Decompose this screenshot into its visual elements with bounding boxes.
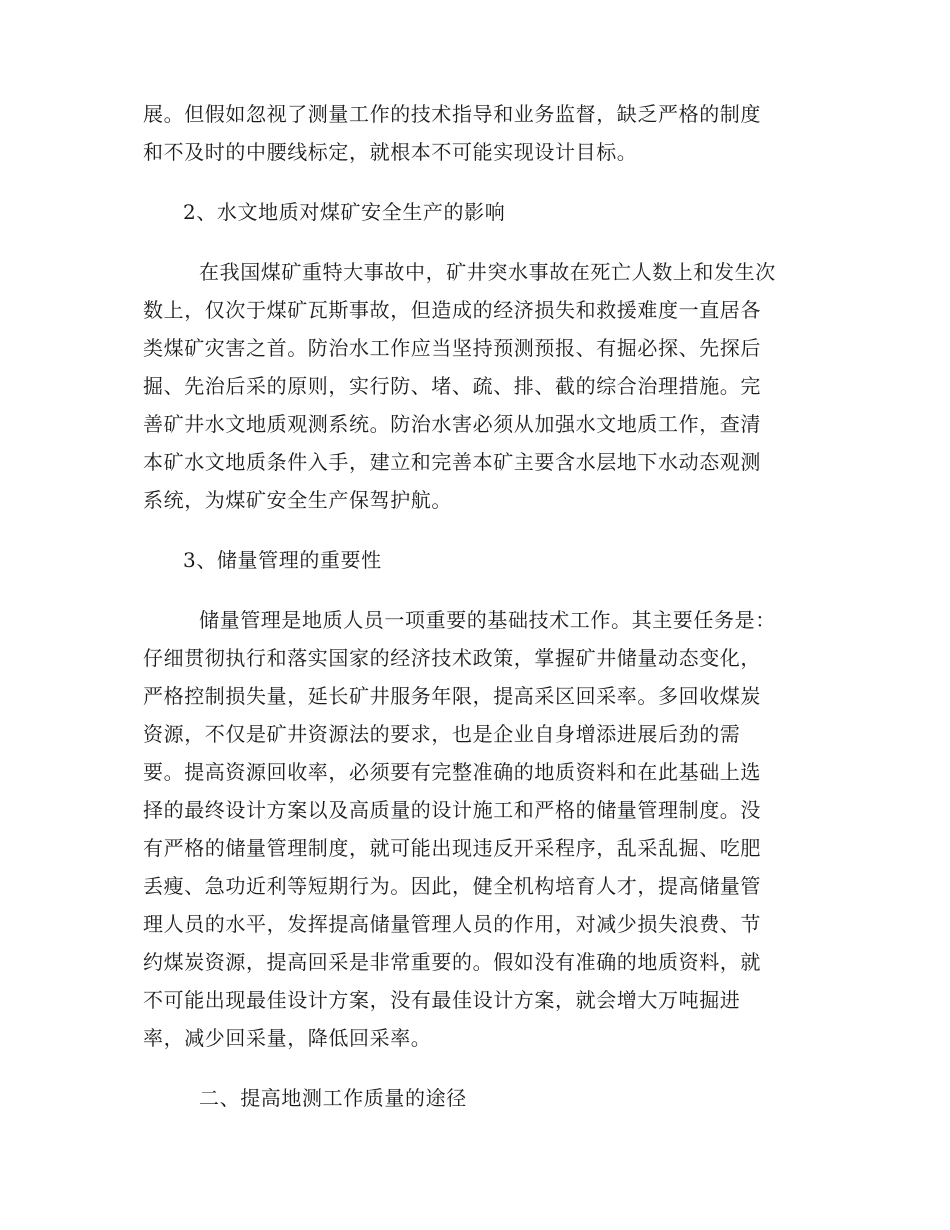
subheading-reserve-management: 3、储量管理的重要性 [183, 548, 382, 572]
paragraph-line: 严格控制损失量，延长矿井服务年限，提高采区回采率。多回收煤炭 [143, 684, 761, 708]
paragraph-line: 储量管理是地质人员一项重要的基础技术工作。其主要任务是： [199, 608, 776, 632]
paragraph-line: 不可能出现最佳设计方案，没有最佳设计方案，就会增大万吨掘进 [143, 988, 741, 1012]
paragraph-line: 资源，不仅是矿井资源法的要求，也是企业自身增添进展后劲的需 [143, 722, 741, 746]
subheading-hydrogeology: 2、水文地质对煤矿安全生产的影响 [183, 200, 506, 224]
paragraph-line: 掘、先治后采的原则，实行防、堵、疏、排、截的综合治理措施。完 [143, 374, 761, 398]
paragraph-line: 丢瘦、急功近利等短期行为。因此，健全机构培育人才，提高储量管 [143, 874, 761, 898]
paragraph-line: 仔细贯彻执行和落实国家的经济技术政策，掌握矿井储量动态变化， [143, 646, 761, 670]
section-heading: 二、提高地测工作质量的途径 [199, 1086, 467, 1110]
paragraph-line: 善矿井水文地质观测系统。防治水害必须从加强水文地质工作，查清 [143, 412, 761, 436]
paragraph-line: 有严格的储量管理制度，就可能出现违反开采程序，乱采乱掘、吃肥 [143, 836, 761, 860]
paragraph-line: 率，减少回采量，降低回采率。 [143, 1026, 432, 1050]
paragraph-line: 和不及时的中腰线标定，就根本不可能实现设计目标。 [143, 140, 638, 164]
document-page [143, 100, 803, 1122]
paragraph-line: 数上，仅次于煤矿瓦斯事故，但造成的经济损失和救援难度一直居各 [143, 298, 761, 322]
paragraph-line: 展。但假如忽视了测量工作的技术指导和业务监督，缺乏严格的制度 [143, 102, 761, 126]
paragraph-line: 在我国煤矿重特大事故中，矿井突水事故在死亡人数上和发生次 [199, 260, 776, 284]
paragraph-line: 要。提高资源回收率，必须要有完整准确的地质资料和在此基础上选 [143, 760, 761, 784]
paragraph-line: 择的最终设计方案以及高质量的设计施工和严格的储量管理制度。没 [143, 798, 761, 822]
paragraph-line: 类煤矿灾害之首。防治水工作应当坚持预测预报、有掘必探、先探后 [143, 336, 761, 360]
paragraph-line: 理人员的水平，发挥提高储量管理人员的作用，对减少损失浪费、节 [143, 912, 761, 936]
paragraph-line: 约煤炭资源，提高回采是非常重要的。假如没有准确的地质资料，就 [143, 950, 761, 974]
paragraph-line: 系统，为煤矿安全生产保驾护航。 [143, 488, 452, 512]
paragraph-line: 本矿水文地质条件入手，建立和完善本矿主要含水层地下水动态观测 [143, 450, 761, 474]
